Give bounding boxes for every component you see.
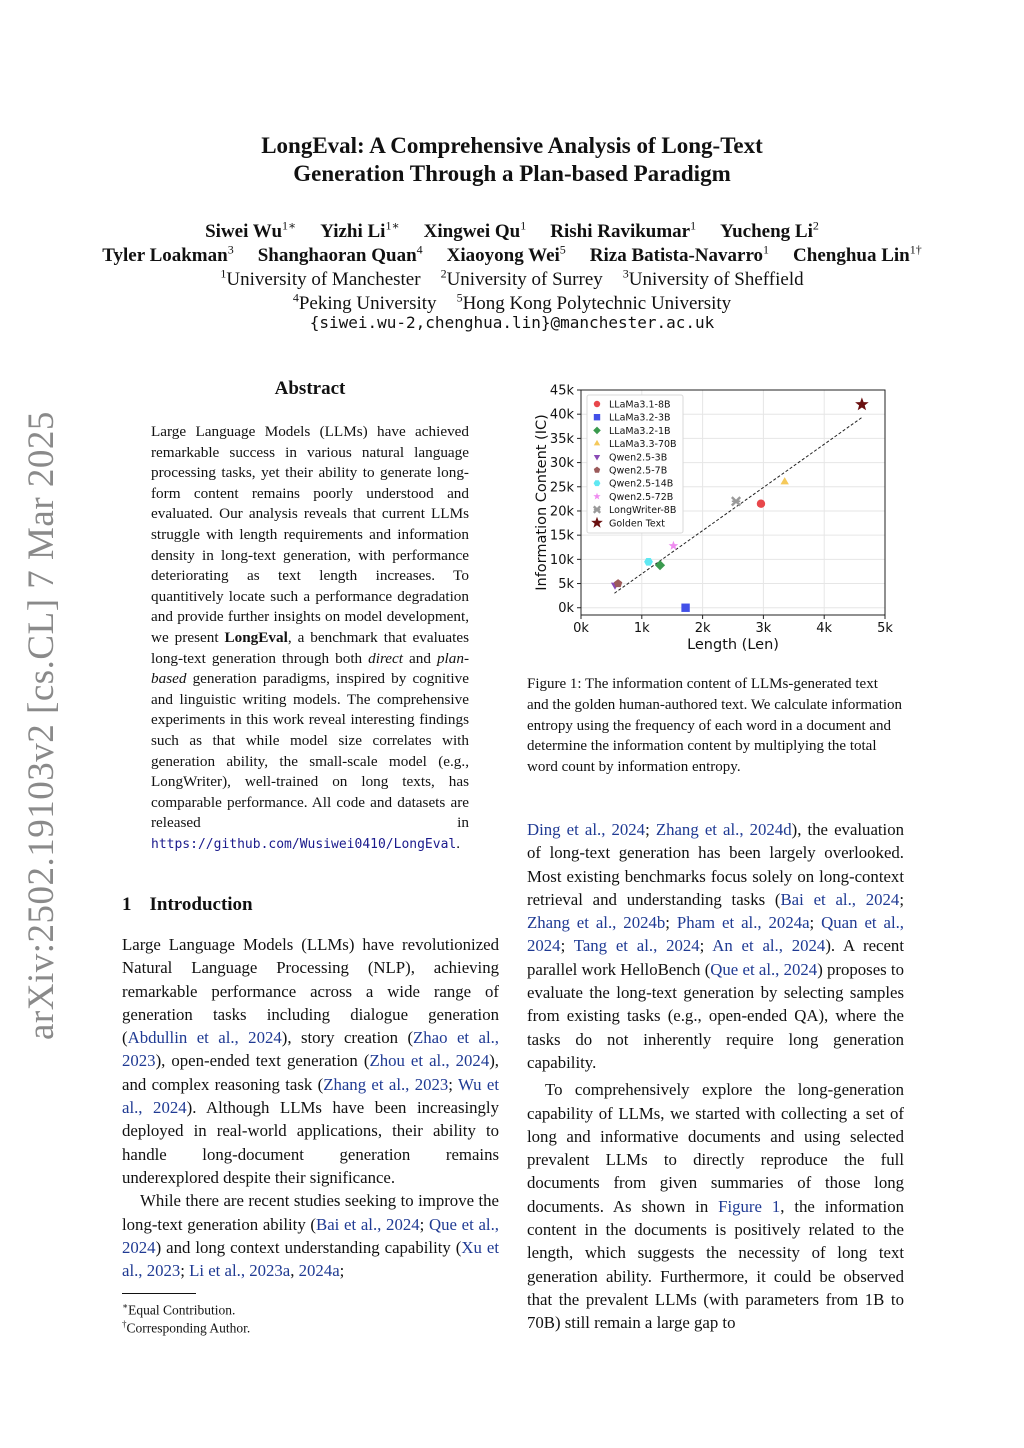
legend-label: Golden Text [609, 518, 665, 530]
contact-email[interactable]: {siwei.wu-2,chenghua.lin}@manchester.ac.uk [309, 313, 715, 332]
y-tick-label: 35k [549, 431, 574, 447]
x-tick-label: 4k [816, 621, 833, 636]
data-point-llama3-2-1b [655, 560, 665, 570]
data-point-llama3-3-70b [781, 477, 789, 484]
legend-label: Qwen2.5-3B [609, 452, 668, 464]
author-name: Xingwei Qu$^1$ [423, 219, 527, 243]
data-point-qwen2-5-7b [614, 579, 622, 587]
affiliation-name: $^2$University of Surrey [440, 267, 603, 291]
legend-label: Qwen2.5-14B [609, 478, 674, 490]
figure-1-scatter-chart [527, 378, 907, 653]
citation-link[interactable]: 2024a [298, 1261, 340, 1281]
paper-title-line2: Generation Through a Plan-based Paradigm [293, 161, 731, 186]
repo-link[interactable]: https://github.com/Wusiwei0410/LongEval [151, 836, 457, 852]
author-name: Riza Batista-Navarro$^1$ [589, 243, 770, 267]
data-point-llama3-2-3b [681, 604, 689, 612]
citation-link[interactable]: Que et al., 2024 [710, 959, 818, 979]
author-name: Chenghua Lin$^{1\dagger}$ [793, 243, 922, 267]
intro-paragraph-1: Large Language Models (LLMs) have revolutionized Natural Language Processing (NLP), achieving remarkable performance across a wide range of generation tasks including dialogue generation (Abdullin et al., 2024), story creation (Zhao et al., 2023), open-ended text generation (Zhou et al., 2024), and complex reasoning task (Zhang et al., 2023; Wu et al., 2024). Although LLMs have been increasingly deployed in real-world applications, their ability to handle long-document generation remains underexplored despite their significance. [122, 935, 500, 1187]
citation-link[interactable]: Zhang et al., 2024d [655, 820, 792, 839]
citation-link[interactable]: Xu et al., 2023 [122, 1237, 500, 1281]
citation-link[interactable]: Quan et al., 2024 [527, 913, 904, 956]
author-name: Yucheng Li$^2$ [720, 219, 819, 243]
citation-link[interactable]: Pham et al., 2024a [676, 913, 810, 933]
x-tick-label: 2k [694, 621, 711, 636]
y-axis-label: Information Content (IC) [534, 414, 550, 591]
x-tick-label: 5k [877, 621, 893, 636]
x-tick-label: 1k [633, 621, 650, 636]
citation-link[interactable]: Bai et al., 2024 [316, 1214, 420, 1234]
intro-paragraph-2: While there are recent studies seeking to improve the long-text generation ability (Bai et al., 2024; Que et al., 2024) and long context understanding capability (Xu et al., 2023; Li et al., 2023a, 2024a; [122, 1191, 500, 1281]
data-point-golden-text [855, 397, 869, 410]
paper-title-line1: LongEval: A Comprehensive Analysis of Long-Text [261, 133, 763, 158]
citation-link[interactable]: Abdullin et al., 2024 [127, 1028, 282, 1048]
citation-link[interactable]: Zhou et al., 2024 [369, 1051, 490, 1071]
legend-label: Qwen2.5-72B [609, 491, 674, 503]
citation-link[interactable]: Zhang et al., 2024b [527, 913, 666, 933]
legend-label: LLaMa3.2-3B [609, 412, 671, 424]
x-tick-label: 3k [755, 621, 772, 636]
y-tick-label: 45k [549, 383, 574, 399]
author-name: Siwei $Wu^{1∗}$ [205, 219, 297, 243]
y-tick-label: 30k [549, 456, 574, 472]
abstract-body: Large Language Models (LLMs) have achieved remarkable success in various natural language processing tasks, yet their ability to generate long-form content remains poorly understood and evaluated. Our analysis reveals that current LLMs struggle with length requirements and information density in long-text generation, with performance deteriorating as text length increases. To quantitively locate such a performance degradation and provide further insights on model development, we present LongEval, a benchmark that evaluates long-text generation through both direct and plan-based generation paradigms, inspired by cognitive and linguistic writing models. The comprehensive experiments in this work reveal interesting findings such as that while model size correlates with generation ability, the small-scale model (e.g., LongWriter), well-trained on long texts, has comparable performance. All code and datasets are released in https://github.com/Wusiwei0410/LongEval. [151, 423, 469, 852]
affiliation-name: $^4$Peking University [292, 291, 437, 315]
author-name: Tyler Loakman$^3$ [102, 243, 234, 267]
right-column-body [527, 818, 904, 1335]
citation-link[interactable]: Wu et al., 2024 [122, 1074, 499, 1118]
citation-link[interactable]: Li et al., 2023a [189, 1261, 291, 1281]
legend-label: LLaMa3.1-8B [609, 399, 671, 411]
author-name: Xiaoyong Wei$^5$ [446, 243, 566, 267]
right-paragraph-2: To comprehensively explore the long-generation capability of LLMs, we started with collecting a set of long and informative documents and using selected prevalent LLMs to directly reproduce the full documents from given summaries of those long documents. As shown in Figure 1, the information content in the documents is positively related to the length, which suggests the necessity of long text generation ability. Furthermore, it could be observed that the prevalent LLMs (with parameters from 1B to 70B) still remain a large gap to [527, 1080, 905, 1333]
footnote-corresponding-author: †Corresponding Author. [122, 1319, 251, 1336]
left-column-body [122, 933, 499, 1282]
figure-1-caption: Figure 1: The information content of LLMs-generated text and the golden human-authored text. We calculate information entropy using the frequency of each word in a document and determine the information content by multiplying the total word count by information entropy. [527, 676, 903, 776]
citation-link[interactable]: Zhao et al., 2023 [122, 1028, 499, 1071]
legend-marker [594, 401, 600, 407]
author-name: Yizhi $Li^{1∗}$ [320, 219, 400, 243]
affiliation-name: $^5$Hong Kong Polytechnic University [456, 291, 732, 315]
abstract-heading: Abstract [274, 378, 346, 399]
citation-link[interactable]: An et al., 2024 [712, 936, 826, 956]
footnote-rule [122, 1293, 196, 1294]
legend-label: Qwen2.5-7B [609, 465, 668, 477]
legend-label: LLaMa3.3-70B [609, 439, 677, 451]
y-tick-label: 10k [549, 552, 574, 568]
author-name: Rishi Ravikumar$^1$ [550, 219, 697, 243]
legend-marker [594, 414, 600, 420]
affiliation-row-2 [0, 286, 1024, 316]
legend-label: LongWriter-8B [609, 505, 677, 517]
citation-link[interactable]: Tang et al., 2024 [573, 936, 700, 956]
benchmark-name: LongEval [224, 628, 288, 646]
right-paragraph-1: Ding et al., 2024; Zhang et al., 2024d), the evaluation of long-text generation has been largely overlooked. Most existing benchmarks focus solely on long-context retrieval and understanding tasks (Bai et al., 2024; Zhang et al., 2024b; Pham et al., 2024a; Quan et al., 2024; Tang et al., 2024; An et al., 2024). A recent parallel work HelloBench (Que et al., 2024) proposes to evaluate the long-text generation by selecting samples from existing tasks (e.g., open-ended QA), where the tasks do not inherently require long generation capability. [527, 820, 905, 1072]
arxiv-identifier: arXiv:2502.19103v2 [cs.CL] 7 Mar 2025 [21, 411, 62, 1040]
section-heading-introduction: 1 Introduction [122, 894, 253, 915]
y-tick-label: 0k [558, 601, 574, 617]
y-tick-label: 5k [558, 577, 574, 593]
citation-link[interactable]: Zhang et al., 2023 [323, 1074, 449, 1094]
x-tick-label: 0k [573, 621, 589, 636]
citation-link[interactable]: Bai et al., 2024 [780, 889, 900, 909]
citation-link[interactable]: Que et al., 2024 [122, 1214, 499, 1257]
citation-link[interactable]: Ding et al., 2024 [527, 820, 646, 839]
legend-label: LLaMa3.2-1B [609, 425, 671, 437]
y-tick-label: 15k [549, 528, 574, 544]
data-point-llama3-1-8b [757, 500, 765, 508]
x-axis-label: Length (Len) [687, 637, 779, 653]
y-tick-label: 40k [549, 407, 574, 423]
footnote-equal-contribution: ∗Equal Contribution. [122, 1301, 236, 1318]
affiliation-name: $^1$University of Manchester [220, 267, 421, 291]
y-tick-label: 25k [549, 480, 574, 496]
author-name: Shanghaoran Quan$^4$ [257, 243, 423, 267]
y-tick-label: 20k [549, 504, 574, 520]
figure-reference-link[interactable]: Figure 1 [718, 1196, 781, 1216]
affiliation-name: $^3$University of Sheffield [622, 267, 804, 291]
